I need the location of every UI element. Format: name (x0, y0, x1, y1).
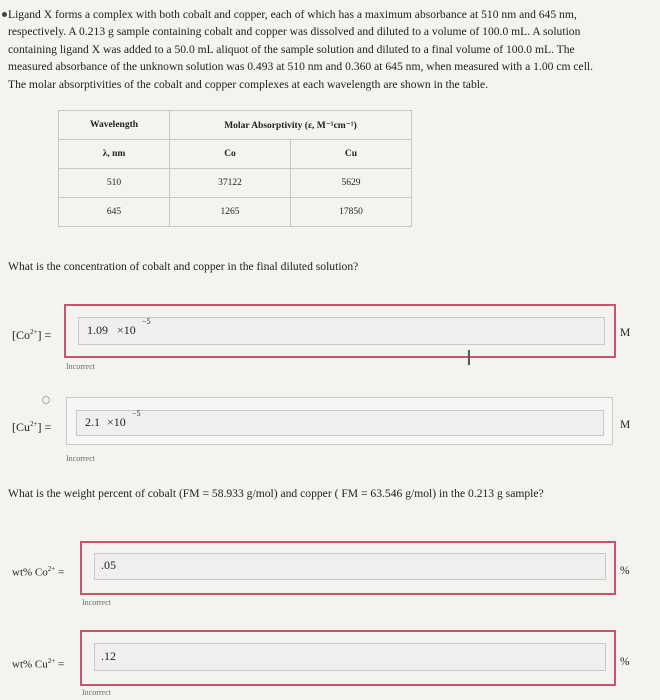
problem-line: The molar absorptivities of the cobalt and copper complexes at each wavelength are shown in the table. (8, 77, 489, 91)
wt-co-value: .05 (101, 558, 116, 572)
absorptivity-table (58, 110, 412, 227)
cell-cu: 5629 (291, 169, 412, 198)
wt-cu-label: wt% $Cu^{2+}$ = (12, 657, 65, 671)
wt-cu-feedback: Incorrect (82, 688, 111, 697)
question-weight-percent: What is the weight percent of cobalt (FM = 58.933 g/mol) and copper ( FM = 63.546 g/mol) in the 0.213 g sample? (8, 487, 544, 500)
co-times-ten: ×10 (117, 323, 136, 337)
cu-exponent: −5 (132, 409, 141, 418)
cell-co: 37122 (170, 169, 291, 198)
co-unit: M (620, 327, 631, 339)
problem-line: measured absorbance of the unknown solution was 0.493 at 510 nm and 0.360 at 645 nm, when measured with a 1.00 cm cell. (8, 60, 594, 74)
problem-line: containing ligand X was added to a 50.0 mL aliquot of the sample solution and diluted to a final volume of 100.0 mL. The (8, 42, 575, 56)
cell-cu: 17850 (291, 198, 412, 227)
cell-co: 1265 (170, 198, 291, 227)
problem-line: respectively. A 0.213 g sample containing cobalt and copper was dissolved and diluted to a volume of 100.0 mL. A solution (8, 25, 581, 39)
cu-unit: M (620, 419, 631, 431)
wt-cu-input[interactable] (94, 643, 606, 671)
co-concentration-label: $[Co^{2+}]$ = (12, 328, 52, 342)
problem-statement (8, 6, 648, 93)
bullet-icon (2, 12, 7, 17)
co-mantissa: 1.09 (87, 323, 108, 337)
header-wavelength: Wavelength (59, 111, 170, 140)
wt-co-input[interactable] (94, 553, 606, 580)
info-circle-icon (42, 396, 50, 404)
wt-cu-value: .12 (101, 649, 116, 663)
cell-nm: 510 (59, 169, 170, 198)
question-concentration: What is the concentration of cobalt and copper in the final diluted solution? (8, 260, 359, 273)
co-exponent: −5 (142, 317, 151, 326)
cu-concentration-input[interactable] (76, 410, 604, 436)
subheader-co: Co (170, 140, 291, 169)
wt-co-label: wt% $Co^{2+}$ = (12, 565, 65, 579)
cu-feedback: Incorrect (66, 454, 95, 463)
co-concentration-input[interactable] (78, 317, 605, 345)
co-feedback: Incorrect (66, 362, 95, 371)
table-subheader-row (59, 140, 412, 169)
wt-co-feedback: Incorrect (82, 598, 111, 607)
cu-concentration-label: $[Cu^{2+}]$ = (12, 420, 52, 434)
subheader-lambda: λ, nm (59, 140, 170, 169)
text-cursor-icon: I (466, 346, 472, 370)
cu-mantissa: 2.1 (85, 415, 100, 429)
table-row (59, 169, 412, 198)
table-row (59, 198, 412, 227)
wt-cu-unit: % (620, 656, 630, 668)
wt-co-unit: % (620, 565, 630, 577)
header-molar-absorptivity: Molar Absorptivity (ε, M⁻¹cm⁻¹) (170, 111, 412, 140)
cu-times-ten: ×10 (107, 415, 126, 429)
table-header-row (59, 111, 412, 140)
cell-nm: 645 (59, 198, 170, 227)
problem-line: Ligand X forms a complex with both cobalt and copper, each of which has a maximum absorbance at 510 nm and 645 nm, (8, 8, 577, 21)
subheader-cu: Cu (291, 140, 412, 169)
